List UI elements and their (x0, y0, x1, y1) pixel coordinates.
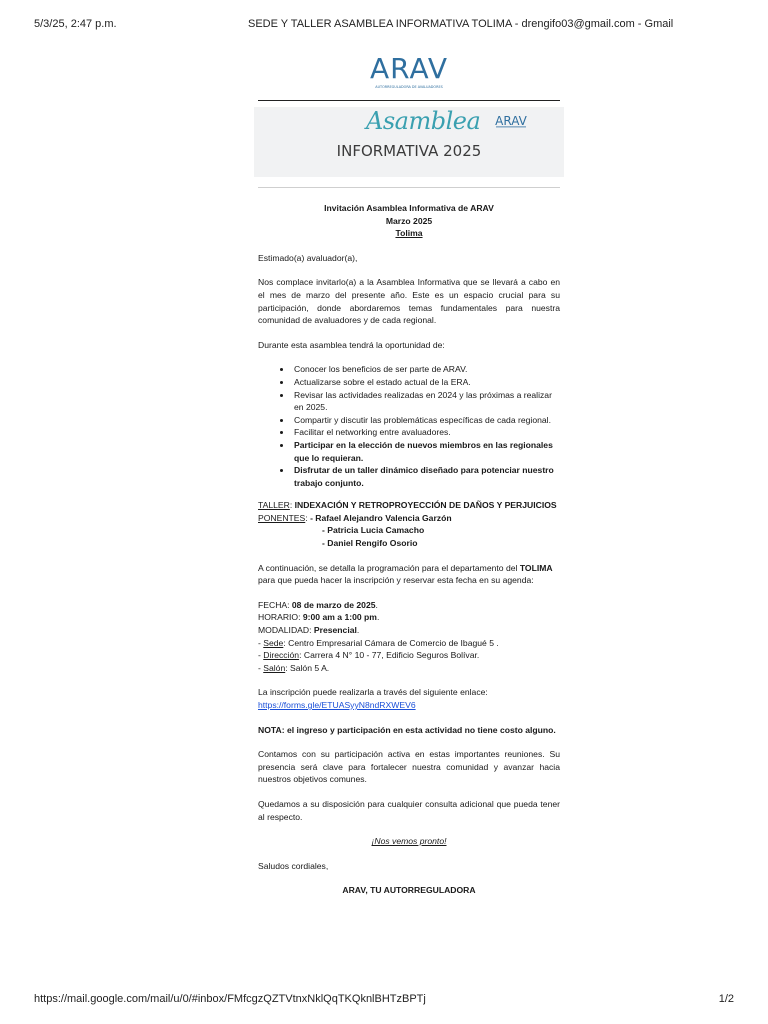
list-item: • Participar en la elección de nuevos miembros en las regionales que lo requieran. (292, 439, 560, 464)
list-item: • Facilitar el networking entre avaluadores. (292, 426, 560, 439)
email-body (258, 52, 560, 909)
print-page-number: 1/2 (718, 993, 734, 1005)
list-item: • Revisar las actividades realizadas en 2024 y las próximas a realizar en 2025. (292, 389, 560, 414)
logo-subtitle: AUTORREGULADORA DE AVALUADORES (375, 85, 443, 89)
ponentes-label: PONENTES (258, 512, 306, 523)
list-intro: Durante esta asamblea tendrá la oportunidad de: (258, 339, 445, 350)
mini-logo-text: ARAV (495, 114, 527, 128)
event-details (258, 599, 560, 675)
see-you-line: ¡Nos vemos pronto! (371, 836, 447, 847)
salon-value: Salón 5 A. (290, 662, 330, 673)
regards: Saludos cordiales, (258, 860, 329, 871)
heading-line-2: Marzo 2025 (385, 215, 433, 226)
fecha-value: 08 de marzo de 2025 (291, 599, 376, 610)
banner-title: INFORMATIVA 2025 (336, 142, 482, 160)
topics-list (258, 363, 560, 489)
invitation-heading (258, 202, 560, 240)
print-page-title: SEDE Y TALLER ASAMBLEA INFORMATIVA TOLIMA - drengifo03@gmail.com - Gmail (248, 18, 674, 30)
list-item: • Compartir y discutir las problemáticas específicas de cada regional. (292, 414, 560, 427)
list-item: • Actualizarse sobre el estado actual de la ERA. (292, 376, 560, 389)
sede-value: Centro Empresarial Cámara de Comercio de Ibagué 5 . (288, 637, 499, 648)
closing-paragraph-2: Quedamos a su disposición para cualquier consulta adicional que pueda tener al respecto. (258, 798, 560, 822)
direccion-row: - Dirección: Carrera 4 N° 10 - 77, Edificio Seguros Bolívar. (258, 650, 480, 661)
schedule-intro: A continuación, se detalla la programación para el departamento del TOLIMA para que pueda hacer la inscripción y reservar esta fecha en su agenda: (258, 562, 553, 586)
divider (258, 187, 560, 188)
registration (258, 686, 560, 711)
ponente-2: - Patricia Lucia Camacho (322, 525, 425, 536)
ponente-1: - Rafael Alejandro Valencia Garzón (310, 512, 452, 523)
logo-text: ARAV (370, 52, 448, 85)
arav-logo (258, 52, 560, 94)
list-item: • Conocer los beneficios de ser parte de ARAV. (292, 363, 560, 376)
taller-label: TALLER (258, 500, 290, 511)
signature: ARAV, TU AUTORREGULADORA (342, 885, 476, 896)
modalidad-value: Presencial (313, 625, 357, 636)
list-item: • Disfrutar de un taller dinámico diseñado para potenciar nuestro trabajo conjunto. (292, 464, 560, 489)
taller-title: INDEXACIÓN Y RETROPROYECCIÓN DE DAÑOS Y PERJUICIOS (294, 500, 557, 511)
sede-row: - Sede: Centro Empresarial Cámara de Comercio de Ibagué 5 . (258, 637, 499, 648)
ponente-3: - Daniel Rengifo Osorio (322, 538, 418, 549)
heading-line-3: Tolima (395, 228, 423, 239)
modalidad-row: MODALIDAD: Presencial. (258, 625, 360, 636)
registration-link[interactable]: https://forms.gle/ETUASyyN8ndRXWEV6 (258, 700, 416, 710)
divider (258, 100, 560, 101)
heading-line-1: Invitación Asamblea Informativa de ARAV (324, 203, 494, 213)
horario-row: HORARIO: 9:00 am a 1:00 pm. (258, 612, 380, 623)
greeting: Estimado(a) avaluador(a), (258, 252, 358, 263)
arav-logo-icon (363, 52, 455, 92)
closing-paragraph-1: Contamos con su participación activa en estas importantes reuniones. Su presencia será clave para fortalecer nuestra comunidad y avanzar hacia nuestros objetivos comunes. (258, 749, 560, 785)
print-url: https://mail.google.com/mail/u/0/#inbox/FMfcgzQZTVtnxNklQqTKQknlBHTzBPTj (34, 993, 426, 1005)
fecha-row: FECHA: 08 de marzo de 2025. (258, 599, 378, 610)
banner-script-text: Asamblea (366, 107, 481, 135)
print-datetime: 5/3/25, 2:47 p.m. (34, 18, 117, 30)
print-footer (34, 993, 734, 1009)
intro-paragraph: Nos complace invitarlo(a) a la Asamblea Informativa que se llevará a cabo en el mes de marzo del presente año. Este es un espacio crucial para su participación, donde abordaremos temas fundamentales para nuestra comunidad de avaluadores y de cada regional. (258, 277, 560, 326)
print-header (34, 18, 734, 34)
assembly-banner (254, 107, 564, 177)
direccion-value: Carrera 4 N° 10 - 77, Edificio Seguros Bolívar. (303, 650, 480, 661)
taller-section: TALLER: INDEXACIÓN Y RETROPROYECCIÓN DE DAÑOS Y PERJUICIOS PONENTES: - Rafael Alejandro Valencia Garzón - Patricia Lucia Camacho - Daniel Rengifo Osorio (258, 499, 560, 549)
horario-value: 9:00 am a 1:00 pm (302, 612, 377, 623)
note: NOTA: el ingreso y participación en esta actividad no tiene costo alguno. (258, 724, 556, 735)
registration-text: La inscripción puede realizarla a través del siguiente enlace: (258, 687, 488, 698)
salon-row: - Salón: Salón 5 A. (258, 662, 330, 673)
department-name: TOLIMA (519, 562, 553, 573)
mini-arav-logo-icon (490, 113, 532, 129)
